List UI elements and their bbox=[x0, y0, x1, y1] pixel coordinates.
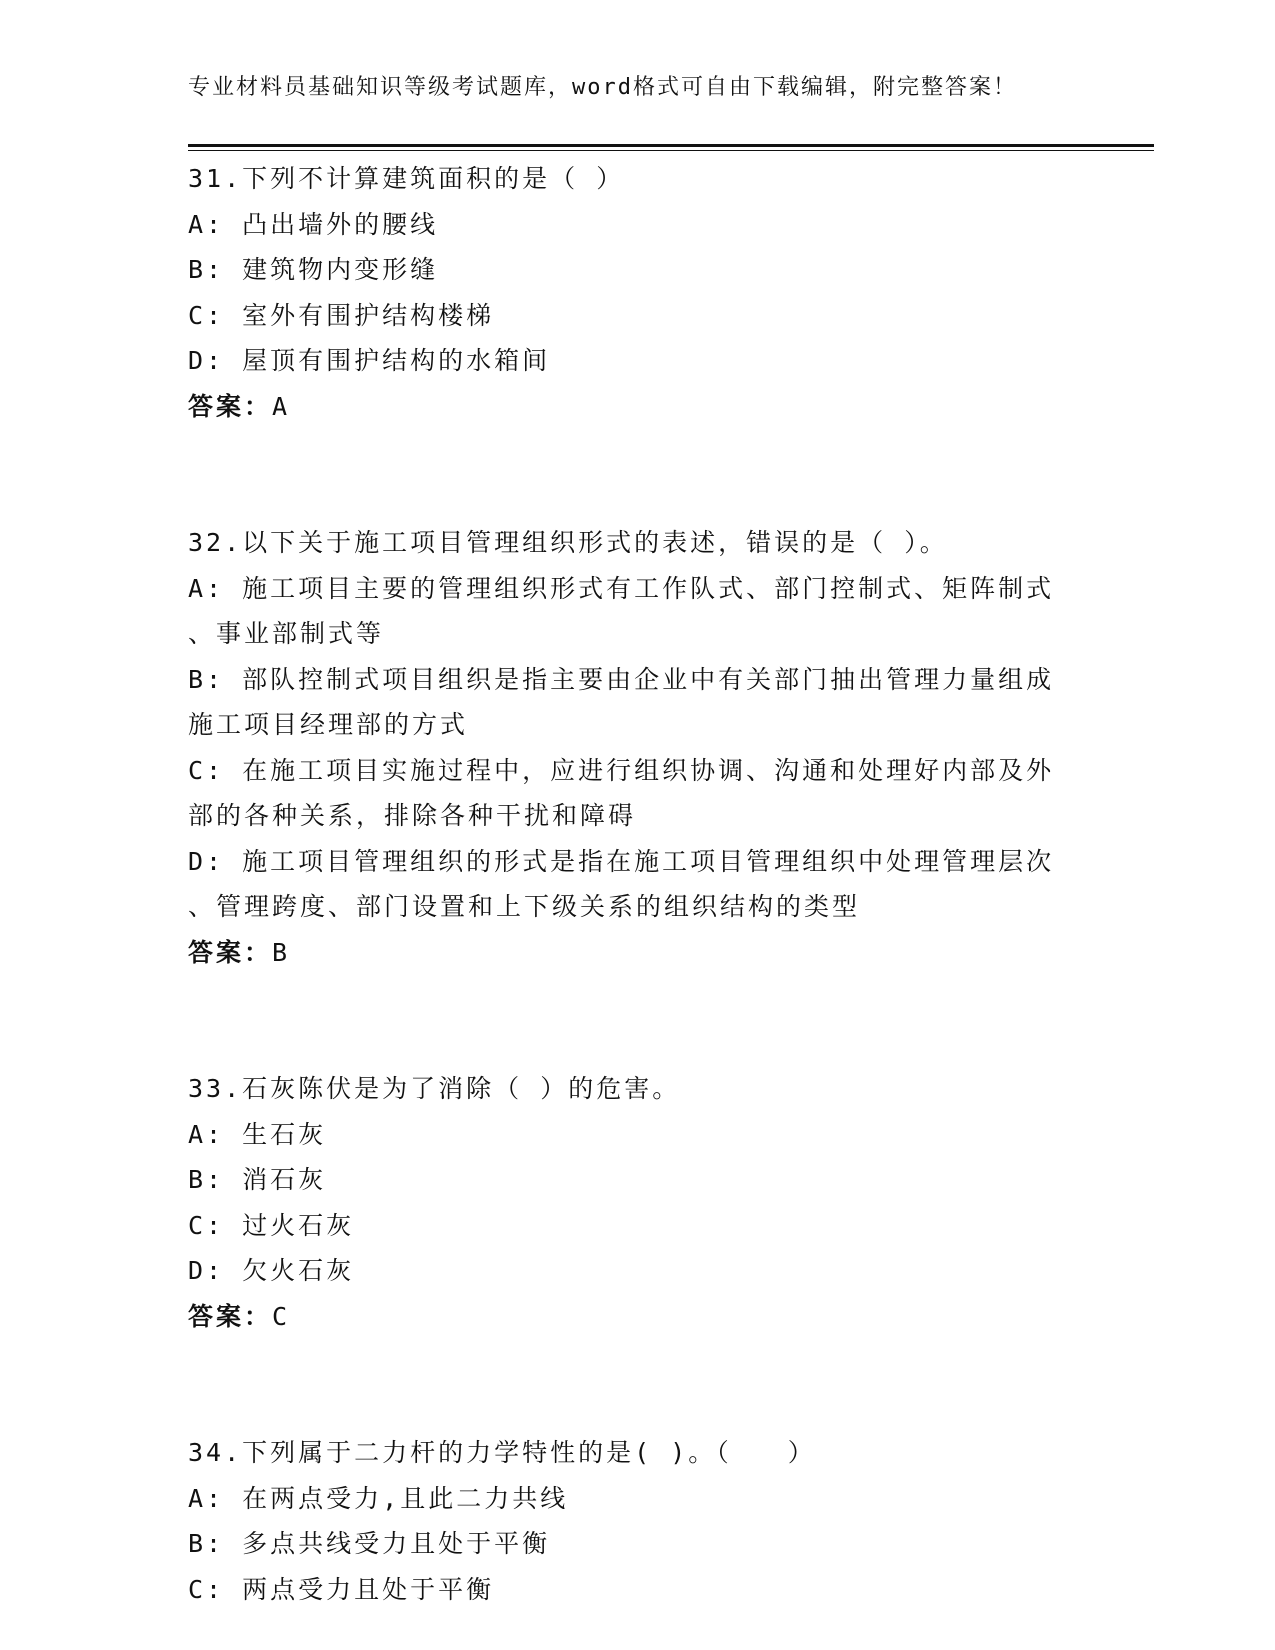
option-b: B: 多点共线受力且处于平衡 bbox=[188, 1529, 551, 1558]
option-d: D: 屋顶有围护结构的水箱间 bbox=[188, 346, 551, 375]
question-stem: 34.下列属于二力杆的力学特性的是( )。（ ） bbox=[188, 1438, 816, 1467]
option-a: A: 施工项目主要的管理组织形式有工作队式、部门控制式、矩阵制式 bbox=[188, 573, 1055, 603]
answer-label: 答案： bbox=[188, 1301, 273, 1331]
question-31 bbox=[188, 156, 1088, 429]
answer-line bbox=[188, 930, 1088, 976]
question-33 bbox=[188, 1066, 1088, 1339]
question-stem: 31.下列不计算建筑面积的是（ ） bbox=[188, 164, 625, 193]
option-b: B: 建筑物内变形缝 bbox=[188, 255, 439, 284]
option-c: C: 过火石灰 bbox=[188, 1210, 355, 1240]
option-d: D: 施工项目管理组织的形式是指在施工项目管理组织中处理管理层次 bbox=[188, 846, 1055, 876]
question-stem: 32.以下关于施工项目管理组织形式的表述，错误的是（ ）。 bbox=[188, 528, 948, 557]
question-32 bbox=[188, 520, 1088, 975]
answer-label: 答案： bbox=[188, 937, 273, 967]
option-a: A: 凸出墙外的腰线 bbox=[188, 209, 439, 239]
question-list bbox=[188, 156, 1088, 1612]
option-d: D: 欠火石灰 bbox=[188, 1256, 355, 1285]
page-header: 专业材料员基础知识等级考试题库，word格式可自由下载编辑，附完整答案！ bbox=[188, 75, 1017, 100]
option-a: A: 生石灰 bbox=[188, 1119, 327, 1149]
option-b: B: 消石灰 bbox=[188, 1165, 327, 1194]
answer-label: 答案： bbox=[188, 391, 273, 421]
option-c: C: 在施工项目实施过程中，应进行组织协调、沟通和处理好内部及外 bbox=[188, 755, 1055, 785]
option-c: C: 室外有围护结构楼梯 bbox=[188, 300, 495, 330]
option-b: B: 部队控制式项目组织是指主要由企业中有关部门抽出管理力量组成 bbox=[188, 664, 1055, 694]
question-stem: 33.石灰陈伏是为了消除（ ）的危害。 bbox=[188, 1074, 681, 1103]
option-c: C: 两点受力且处于平衡 bbox=[188, 1574, 495, 1604]
option-a: A: 在两点受力,且此二力共线 bbox=[188, 1483, 569, 1513]
answer-line bbox=[188, 1294, 1088, 1340]
option-a-cont: 、事业部制式等 bbox=[188, 619, 385, 648]
option-d-cont: 、管理跨度、部门设置和上下级关系的组织结构的类型 bbox=[188, 892, 861, 921]
question-34 bbox=[188, 1430, 1088, 1612]
option-c-cont: 部的各种关系，排除各种干扰和障碍 bbox=[188, 801, 637, 830]
option-b-cont: 施工项目经理部的方式 bbox=[188, 710, 469, 739]
header-rule-thin bbox=[188, 150, 1154, 151]
header-rule-thick bbox=[188, 144, 1154, 147]
answer-value: C bbox=[272, 1301, 291, 1331]
answer-value: B bbox=[272, 937, 291, 967]
answer-value: A bbox=[272, 391, 291, 421]
answer-line bbox=[188, 384, 1088, 430]
